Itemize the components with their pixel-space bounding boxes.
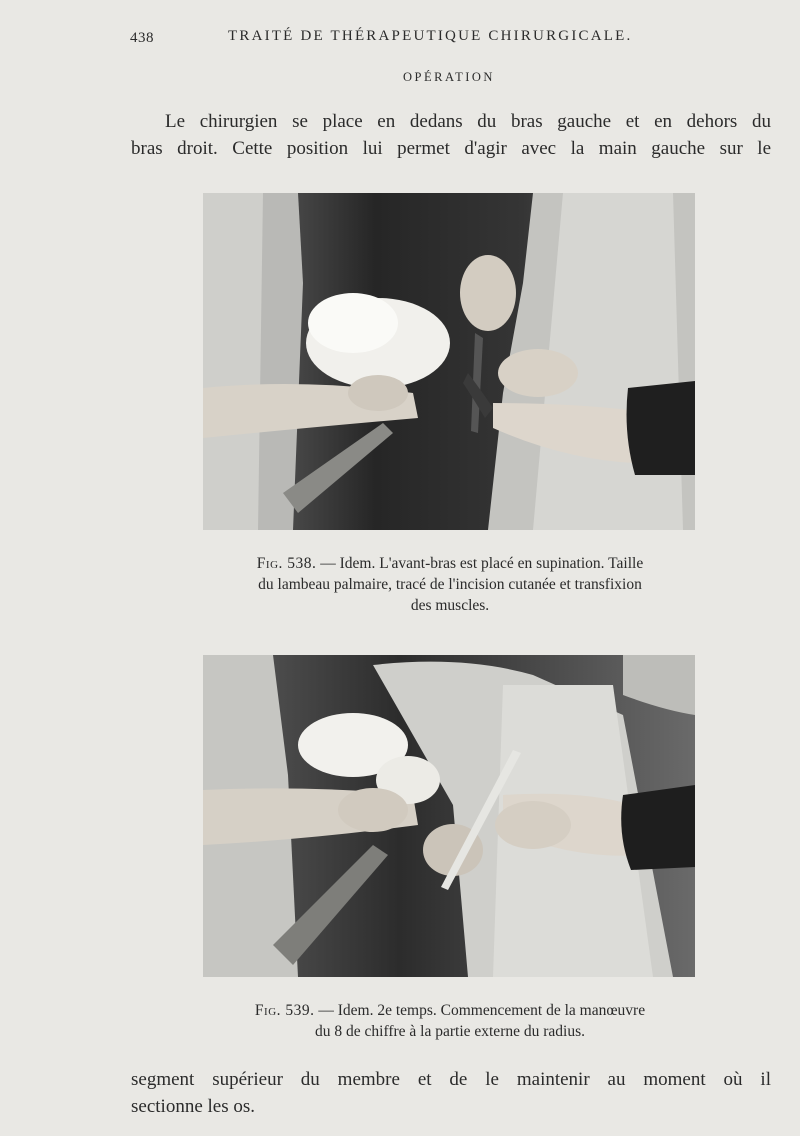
figure-538-caption-text-1: — Idem. L'avant-bras est placé en supination. Taille (316, 555, 644, 572)
paragraph-bottom-line-2: sectionne les os. (131, 1096, 256, 1117)
figure-538-label: Fig. 538. (256, 555, 317, 572)
paragraph-top-line-1: Le chirurgien se place en dedans du bras gauche et en dehors du (165, 111, 771, 132)
paragraph-bottom-line-1: segment supérieur du membre et de le maintenir au moment où il (131, 1069, 771, 1090)
page-number: 438 (130, 30, 154, 46)
paragraph-top-line-2: bras droit. Cette position lui permet d'agir avec la main gauche sur le (131, 138, 771, 159)
figure-539-caption-text-1: — Idem. 2e temps. Commencement de la manœuvre (314, 1002, 646, 1019)
figure-538-caption-line-2: du lambeau palmaire, tracé de l'incision cutanée et transfixion (258, 576, 642, 593)
figure-539-caption-line-1 (190, 1000, 710, 1021)
section-title: OPÉRATION (403, 70, 495, 84)
figure-539-caption-line-2: du 8 de chiffre à la partie externe du radius. (315, 1023, 585, 1040)
figure-538-photo (203, 193, 695, 530)
figure-538-caption-line-3: des muscles. (410, 597, 490, 614)
figure-538-caption-line-1 (190, 553, 710, 574)
page-header (130, 24, 770, 48)
figure-539-photo (203, 655, 695, 977)
paragraph-bottom (131, 1066, 771, 1120)
paragraph-top (131, 108, 771, 162)
figure-539-caption (190, 1000, 710, 1042)
running-title: TRAITÉ DE THÉRAPEUTIQUE CHIRURGICALE. (228, 28, 633, 44)
figure-538-caption (190, 553, 710, 616)
figure-539-label: Fig. 539. (254, 1002, 315, 1019)
